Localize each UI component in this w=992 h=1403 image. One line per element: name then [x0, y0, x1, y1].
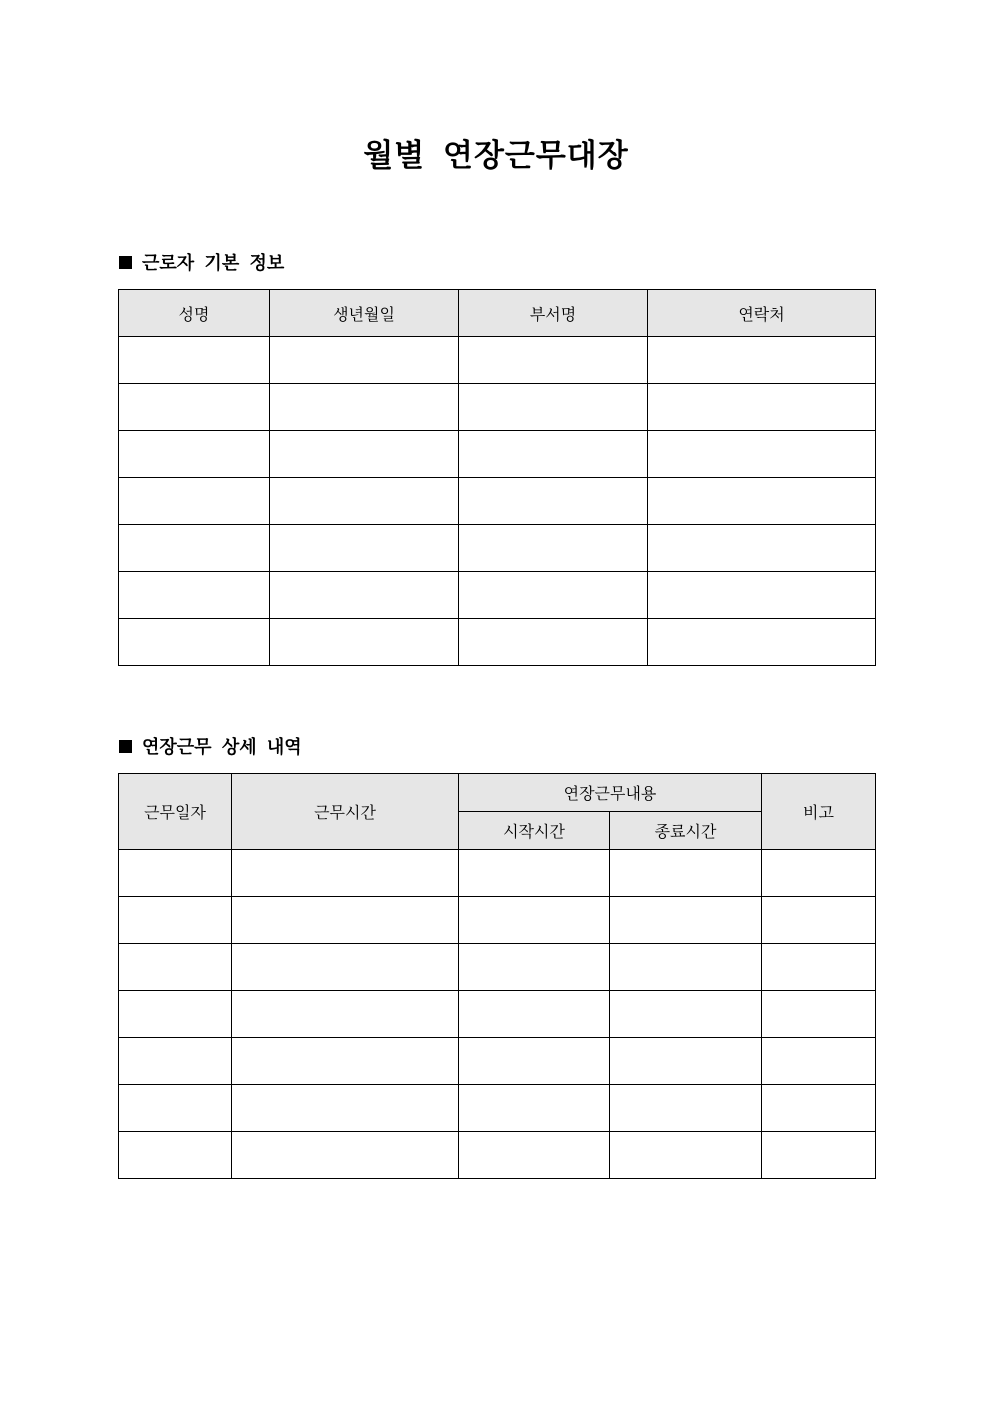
column-header-overtime-content: 연장근무내용 [459, 774, 762, 812]
table-row [119, 1038, 876, 1085]
department-cell[interactable] [459, 478, 648, 525]
start-time-cell[interactable] [459, 1132, 610, 1179]
table-row [119, 897, 876, 944]
birthdate-cell[interactable] [270, 384, 459, 431]
remarks-cell[interactable] [762, 944, 876, 991]
table-row [119, 572, 876, 619]
column-header-name: 성명 [119, 290, 270, 337]
department-cell[interactable] [459, 384, 648, 431]
end-time-cell[interactable] [610, 1038, 762, 1085]
table-row [119, 619, 876, 666]
work-time-cell[interactable] [232, 1085, 459, 1132]
table-row [119, 525, 876, 572]
end-time-cell[interactable] [610, 850, 762, 897]
name-cell[interactable] [119, 525, 270, 572]
work-time-cell[interactable] [232, 991, 459, 1038]
work-date-cell[interactable] [119, 1085, 232, 1132]
work-date-cell[interactable] [119, 850, 232, 897]
department-cell[interactable] [459, 431, 648, 478]
column-header-department: 부서명 [459, 290, 648, 337]
table-row [119, 337, 876, 384]
table-row [119, 431, 876, 478]
table-row [119, 944, 876, 991]
work-date-cell[interactable] [119, 897, 232, 944]
column-header-start-time: 시작시간 [459, 812, 610, 850]
square-bullet-icon [119, 256, 132, 269]
department-cell[interactable] [459, 337, 648, 384]
name-cell[interactable] [119, 572, 270, 619]
contact-cell[interactable] [648, 478, 876, 525]
birthdate-cell[interactable] [270, 572, 459, 619]
department-cell[interactable] [459, 525, 648, 572]
column-header-contact: 연락처 [648, 290, 876, 337]
employee-info-table [118, 289, 876, 666]
square-bullet-icon [119, 740, 132, 753]
contact-cell[interactable] [648, 619, 876, 666]
work-date-cell[interactable] [119, 944, 232, 991]
table-row [119, 991, 876, 1038]
birthdate-cell[interactable] [270, 619, 459, 666]
table-row [119, 1085, 876, 1132]
name-cell[interactable] [119, 337, 270, 384]
birthdate-cell[interactable] [270, 431, 459, 478]
column-header-work-date: 근무일자 [119, 774, 232, 850]
table-row [119, 1132, 876, 1179]
remarks-cell[interactable] [762, 991, 876, 1038]
work-date-cell[interactable] [119, 991, 232, 1038]
table-row [119, 850, 876, 897]
start-time-cell[interactable] [459, 991, 610, 1038]
end-time-cell[interactable] [610, 944, 762, 991]
work-date-cell[interactable] [119, 1132, 232, 1179]
column-header-end-time: 종료시간 [610, 812, 762, 850]
name-cell[interactable] [119, 384, 270, 431]
work-time-cell[interactable] [232, 1132, 459, 1179]
start-time-cell[interactable] [459, 1038, 610, 1085]
contact-cell[interactable] [648, 337, 876, 384]
name-cell[interactable] [119, 478, 270, 525]
contact-cell[interactable] [648, 384, 876, 431]
work-date-cell[interactable] [119, 1038, 232, 1085]
section-heading-overtime-detail [119, 736, 302, 760]
work-time-cell[interactable] [232, 850, 459, 897]
start-time-cell[interactable] [459, 944, 610, 991]
birthdate-cell[interactable] [270, 478, 459, 525]
page-title: 월별 연장근무대장 [363, 138, 629, 174]
table-header-row [119, 290, 876, 337]
work-time-cell[interactable] [232, 897, 459, 944]
start-time-cell[interactable] [459, 850, 610, 897]
remarks-cell[interactable] [762, 1038, 876, 1085]
birthdate-cell[interactable] [270, 525, 459, 572]
remarks-cell[interactable] [762, 850, 876, 897]
remarks-cell[interactable] [762, 1132, 876, 1179]
contact-cell[interactable] [648, 572, 876, 619]
start-time-cell[interactable] [459, 897, 610, 944]
table-row [119, 384, 876, 431]
name-cell[interactable] [119, 431, 270, 478]
section-heading-employee-info [119, 252, 284, 276]
table-header-row [119, 774, 876, 812]
section-heading-label: 연장근무 상세 내역 [142, 737, 302, 758]
remarks-cell[interactable] [762, 897, 876, 944]
table-row [119, 478, 876, 525]
remarks-cell[interactable] [762, 1085, 876, 1132]
column-header-remarks: 비고 [762, 774, 876, 850]
column-header-birthdate: 생년월일 [270, 290, 459, 337]
overtime-detail-table [118, 773, 876, 1179]
end-time-cell[interactable] [610, 991, 762, 1038]
end-time-cell[interactable] [610, 1085, 762, 1132]
name-cell[interactable] [119, 619, 270, 666]
end-time-cell[interactable] [610, 1132, 762, 1179]
contact-cell[interactable] [648, 525, 876, 572]
contact-cell[interactable] [648, 431, 876, 478]
birthdate-cell[interactable] [270, 337, 459, 384]
column-header-work-time: 근무시간 [232, 774, 459, 850]
department-cell[interactable] [459, 572, 648, 619]
section-heading-label: 근로자 기본 정보 [142, 253, 285, 274]
start-time-cell[interactable] [459, 1085, 610, 1132]
end-time-cell[interactable] [610, 897, 762, 944]
work-time-cell[interactable] [232, 944, 459, 991]
department-cell[interactable] [459, 619, 648, 666]
work-time-cell[interactable] [232, 1038, 459, 1085]
